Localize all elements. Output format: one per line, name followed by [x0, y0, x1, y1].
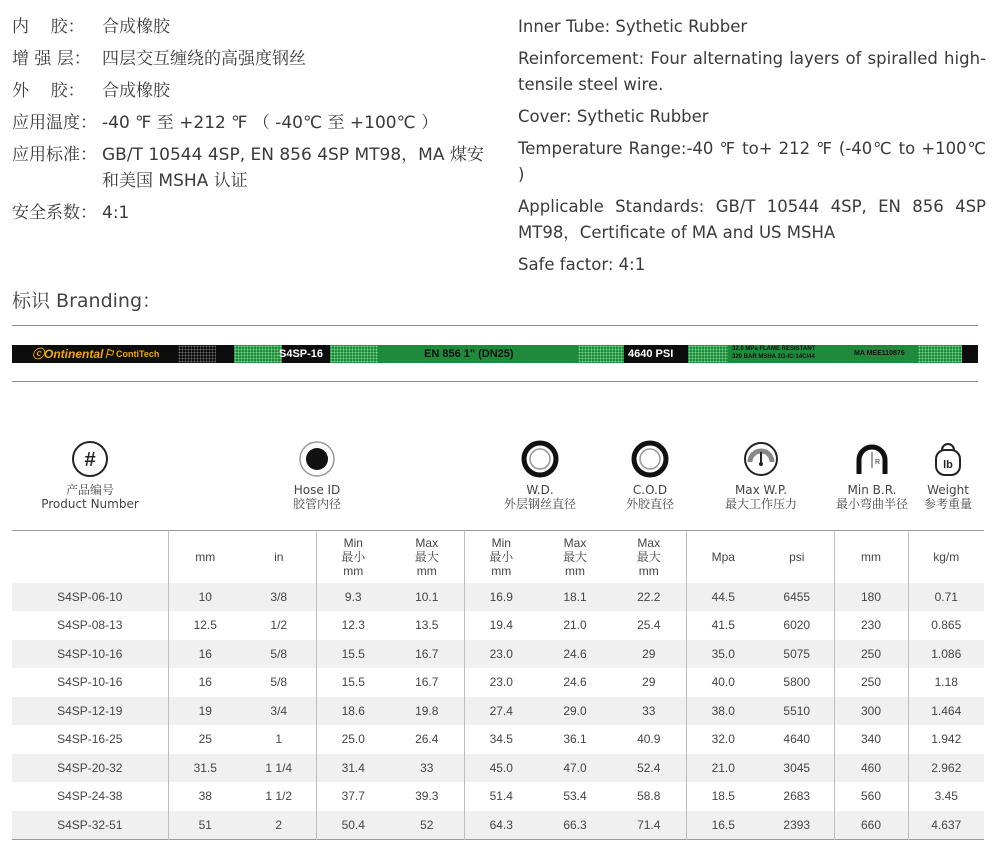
branding-top-divider [12, 325, 978, 326]
table-cell: 16.9 [464, 583, 538, 612]
spec-label: 安全系数： [12, 203, 97, 223]
column-header [908, 531, 984, 583]
svg-text:R: R [875, 459, 881, 466]
column-header-line: Min [343, 535, 363, 550]
spec-label: 应用温度： [12, 113, 97, 133]
spec-value: 四层交互缠绕的高强度钢丝 [102, 49, 306, 69]
table-cell: 16.5 [686, 811, 760, 840]
table-cell: 32.0 [686, 725, 760, 754]
spec-reinforcement-en: Reinforcement: Four alternating layers of spiralled high-tensile steel wire. [518, 49, 986, 94]
table-row [12, 640, 984, 669]
column-header [464, 531, 538, 583]
green-dot-pattern [918, 345, 962, 363]
column-header-line: 最大 [562, 549, 587, 564]
table-cell: 33 [420, 760, 434, 775]
table-cell: 51.4 [464, 782, 538, 811]
icon-label-en: Weight [927, 483, 969, 497]
spec-row-safety-cn [12, 200, 492, 226]
column-header [390, 531, 464, 583]
icon-label-cn: 外层钢丝直径 [503, 497, 576, 511]
spec-row-reinforcement-cn [12, 46, 492, 72]
table-cell: 41.5 [686, 611, 760, 640]
column-header-line: kg/m [933, 549, 960, 564]
table-row [12, 725, 984, 754]
table-cell: 25 [168, 725, 242, 754]
table-cell: 71.4 [637, 817, 661, 832]
spec-value: -40 ℉ 至 +212 ℉ （ -40℃ 至 +100℃ ） [102, 113, 439, 133]
table-cell: 64.3 [464, 811, 538, 840]
table-cell: 340 [834, 725, 908, 754]
icon-label-cn: 胶管内径 [292, 497, 341, 511]
dot-pattern [178, 345, 216, 363]
product-number-cell: S4SP-10-16 [57, 675, 123, 690]
table-cell: 1 [275, 732, 283, 747]
logo-text: Ontinental [44, 347, 104, 361]
table-cell: 23.0 [464, 668, 538, 697]
table-cell: 1.18 [908, 668, 984, 697]
table-cell: 19.8 [415, 703, 439, 718]
table-cell: 40.0 [686, 668, 760, 697]
spec-row-cover-cn [12, 78, 492, 104]
table-cell: 3/4 [270, 703, 288, 718]
product-number-cell: S4SP-08-13 [57, 618, 123, 633]
table-cell: 34.5 [464, 725, 538, 754]
product-number-cell: S4SP-16-25 [57, 732, 123, 747]
column-header-line: 最小 [341, 549, 366, 564]
column-icon-cover-diameter [600, 440, 700, 511]
icon-label-cn: 参考重量 [923, 497, 972, 511]
table-cell: 16.7 [415, 646, 439, 661]
table-header-row [12, 531, 984, 583]
table-cell: 18.6 [316, 697, 390, 726]
column-header-line: mm [195, 549, 216, 564]
product-number-cell: S4SP-24-38 [57, 789, 123, 804]
table-row [12, 782, 984, 811]
table-cell: 5075 [783, 646, 811, 661]
spec-label: 内 胶： [12, 17, 85, 37]
table-cell: 31.4 [316, 754, 390, 783]
cover-diameter-icon [631, 440, 669, 478]
column-icon-hose-id [267, 440, 367, 511]
spec-safety-en: Safe factor: 4:1 [518, 255, 646, 274]
table-cell: 19.4 [464, 611, 538, 640]
column-header-line: 最小 [489, 549, 514, 564]
table-cell: 10.1 [415, 589, 439, 604]
table-cell: 25.0 [316, 725, 390, 754]
table-cell: 9.3 [316, 583, 390, 612]
table-cell: 12.3 [316, 611, 390, 640]
column-header [760, 531, 834, 583]
table-cell: 52.4 [637, 760, 661, 775]
table-cell: 16 [168, 668, 242, 697]
branding-bottom-divider [12, 381, 978, 382]
weight-icon [929, 440, 967, 478]
spec-temperature-en: Temperature Range:-40 ℉ to+ 212 ℉ (-40℃ to +100℃ ) [518, 139, 986, 184]
table-cell: 660 [834, 811, 908, 840]
table-cell: 31.5 [168, 754, 242, 783]
icon-label-cn: 产品编号 [65, 483, 114, 497]
brand-pressure: 4640 PSI [628, 348, 674, 360]
icon-label-cn: 外胶直径 [625, 497, 674, 511]
continental-logo [32, 345, 114, 363]
column-header-line: Max [637, 535, 661, 550]
column-header [168, 531, 242, 583]
table-cell: 16 [168, 640, 242, 669]
column-icon-bend-radius [822, 440, 922, 511]
brand-mpa-line1: 32.0 MPa FLAME RESISTANT [732, 346, 816, 352]
table-header [12, 531, 984, 583]
table-cell: 3045 [783, 760, 811, 775]
svg-text:#: # [84, 449, 96, 471]
table-cell: 15.5 [316, 640, 390, 669]
table-cell: 29 [642, 646, 656, 661]
icon-label-en: Product Number [41, 497, 139, 511]
spec-cover-en: Cover: Sythetic Rubber [518, 107, 709, 126]
brand-mpa-line2: 320 BAR MSHA 2G-IC-14C/44 [732, 354, 815, 360]
table-cell: 2.962 [908, 754, 984, 783]
table-cell: 40.9 [637, 732, 661, 747]
green-dot-pattern [330, 345, 380, 363]
spec-list-chinese [12, 14, 492, 232]
table-cell: 47.0 [563, 760, 587, 775]
icon-label-en: W.D. [526, 483, 554, 497]
table-cell: 1/2 [270, 618, 288, 633]
table-cell: 1.942 [908, 725, 984, 754]
spec-inner-tube-en: Inner Tube: Sythetic Rubber [518, 17, 748, 36]
green-dot-pattern [234, 345, 282, 363]
table-cell: 4.637 [908, 811, 984, 840]
spec-label: 增 强 层： [12, 49, 91, 69]
brand-ma-code: MA MEE110876 [854, 350, 905, 357]
green-dot-pattern [688, 345, 730, 363]
column-header [686, 531, 760, 583]
table-cell: 29 [642, 675, 656, 690]
column-icon-weight [916, 440, 980, 511]
table-cell: 1.086 [908, 640, 984, 669]
column-header-line: 最大 [636, 549, 661, 564]
wire-diameter-icon [521, 440, 559, 478]
column-icon-product-number [40, 440, 140, 511]
table-cell: 38.0 [686, 697, 760, 726]
column-header-line: mm [491, 563, 512, 578]
table-cell: 250 [834, 640, 908, 669]
brand-code: S4SP-16 [279, 348, 324, 360]
table-cell: 52 [420, 817, 434, 832]
table-cell: 33 [642, 703, 656, 718]
table-cell: 66.3 [563, 817, 587, 832]
table-cell: 38 [168, 782, 242, 811]
table-cell: 2393 [783, 817, 811, 832]
spec-row-temperature-cn [12, 110, 492, 136]
column-header-line: mm [343, 563, 364, 578]
icon-label-cn: 最小弯曲半径 [835, 497, 908, 511]
column-header-line: mm [565, 563, 585, 578]
gauge-icon [742, 440, 780, 478]
table-cell: 300 [834, 697, 908, 726]
table-cell: 3/8 [270, 589, 288, 604]
spec-value: 4:1 [102, 203, 130, 223]
green-dot-pattern [578, 345, 624, 363]
branding-heading: 标识 Branding： [12, 290, 162, 312]
table-cell: 35.0 [686, 640, 760, 669]
table-cell: 37.7 [316, 782, 390, 811]
contitech-text: ContiTech [116, 349, 160, 359]
table-cell: 24.6 [563, 646, 587, 661]
table-cell: 10 [168, 583, 242, 612]
table-cell: 18.5 [686, 782, 760, 811]
table-cell: 6455 [783, 589, 811, 604]
hose-branding-strip [12, 345, 978, 363]
column-icon-max-pressure [711, 440, 811, 511]
table-cell: 5/8 [270, 675, 288, 690]
table-cell: 25.4 [637, 618, 661, 633]
brand-standard: EN 856 1" (DN25) [424, 348, 514, 360]
icon-label-en: Hose ID [293, 483, 341, 497]
table-cell: 50.4 [316, 811, 390, 840]
column-header-line: Max [563, 535, 587, 550]
column-header [316, 531, 390, 583]
hose-id-icon [298, 440, 336, 478]
table-cell: 16.7 [415, 675, 439, 690]
table-cell: 22.2 [637, 589, 661, 604]
column-header-line: mm [638, 563, 659, 578]
table-cell: 2 [275, 817, 283, 832]
product-number-cell: S4SP-10-16 [57, 646, 123, 661]
table-cell: 18.1 [563, 589, 587, 604]
logo-mark: ⓒ [32, 347, 45, 361]
product-number-cell: S4SP-06-10 [57, 589, 123, 604]
table-cell: 230 [834, 611, 908, 640]
column-header [242, 531, 316, 583]
table-cell: 12.5 [168, 611, 242, 640]
bend-radius-icon [853, 440, 891, 478]
table-cell: 36.1 [563, 732, 587, 747]
spec-value: GB/T 10544 4SP, EN 856 4SP MT98，MA 煤安和美国 MSHA 认证 [102, 145, 484, 191]
table-cell: 6020 [783, 618, 811, 633]
table-cell: 27.4 [464, 697, 538, 726]
svg-text:lb: lb [943, 459, 953, 471]
table-cell: 23.0 [464, 640, 538, 669]
table-cell: 0.71 [908, 583, 984, 612]
table-cell: 19 [168, 697, 242, 726]
table-cell: 0.865 [908, 611, 984, 640]
table-cell: 13.5 [415, 618, 439, 633]
column-icon-wire-diameter [490, 440, 590, 511]
column-header-line: Min [491, 535, 511, 550]
table-cell: 15.5 [316, 668, 390, 697]
table-row [12, 697, 984, 726]
spec-row-inner-tube-cn [12, 14, 492, 40]
product-number-cell: S4SP-32-51 [57, 817, 123, 832]
spec-value: 合成橡胶 [102, 17, 170, 37]
table-cell: 1 1/2 [265, 789, 293, 804]
spec-standards-en: Applicable Standards: GB/T 10544 4SP, EN 856 4SP MT98，Certificate of MA and US MSHA [518, 197, 986, 242]
hose-spec-table [12, 530, 984, 840]
spec-label: 应用标准： [12, 145, 97, 165]
column-header-line: 最大 [414, 549, 439, 564]
table-cell: 29.0 [563, 703, 587, 718]
column-header-line: psi [789, 549, 805, 564]
table-cell: 1.464 [908, 697, 984, 726]
table-cell: 560 [834, 782, 908, 811]
table-cell: 5/8 [270, 646, 288, 661]
logo-swoosh-icon: ⚐ [103, 347, 115, 361]
table-cell: 45.0 [464, 754, 538, 783]
table-cell: 2683 [783, 789, 811, 804]
table-cell: 39.3 [415, 789, 439, 804]
table-cell: 21.0 [563, 618, 587, 633]
column-header [834, 531, 908, 583]
column-header-line: Max [415, 535, 439, 550]
column-header-line: mm [416, 563, 437, 578]
table-cell: 53.4 [563, 789, 587, 804]
table-cell: 26.4 [415, 732, 439, 747]
table-cell: 460 [834, 754, 908, 783]
spec-list-english [518, 14, 986, 284]
table-cell: 24.6 [563, 675, 587, 690]
table-row [12, 754, 984, 783]
table-cell: 1 1/4 [265, 760, 293, 775]
table-cell: 5800 [783, 675, 811, 690]
table-row [12, 611, 984, 640]
icon-label-cn: 最大工作压力 [724, 497, 797, 511]
column-header-line: in [274, 549, 284, 564]
column-header-line: mm [861, 549, 881, 564]
table-cell: 21.0 [686, 754, 760, 783]
table-cell: 250 [834, 668, 908, 697]
column-header-line: Mpa [711, 549, 735, 564]
product-number-cell: S4SP-20-32 [57, 760, 123, 775]
icon-label-en: Max W.P. [734, 483, 788, 497]
icon-label-en: Min B.R. [847, 483, 897, 497]
table-row [12, 583, 984, 612]
table-cell: 5510 [783, 703, 811, 718]
spec-label: 外 胶： [12, 81, 85, 101]
table-body [12, 583, 984, 840]
table-cell: 3.45 [908, 782, 984, 811]
table-cell: 51 [168, 811, 242, 840]
product-number-cell: S4SP-12-19 [57, 703, 123, 718]
column-header [12, 531, 168, 583]
table-cell: 44.5 [686, 583, 760, 612]
table-cell: 180 [834, 583, 908, 612]
icon-label-en: C.O.D [632, 483, 668, 497]
column-header [612, 531, 686, 583]
table-row [12, 811, 984, 840]
spec-row-standards-cn [12, 142, 492, 194]
table-row [12, 668, 984, 697]
table-cell: 58.8 [637, 789, 661, 804]
column-header [538, 531, 612, 583]
hash-icon [71, 440, 109, 478]
table-cell: 4640 [783, 732, 811, 747]
spec-value: 合成橡胶 [102, 81, 170, 101]
